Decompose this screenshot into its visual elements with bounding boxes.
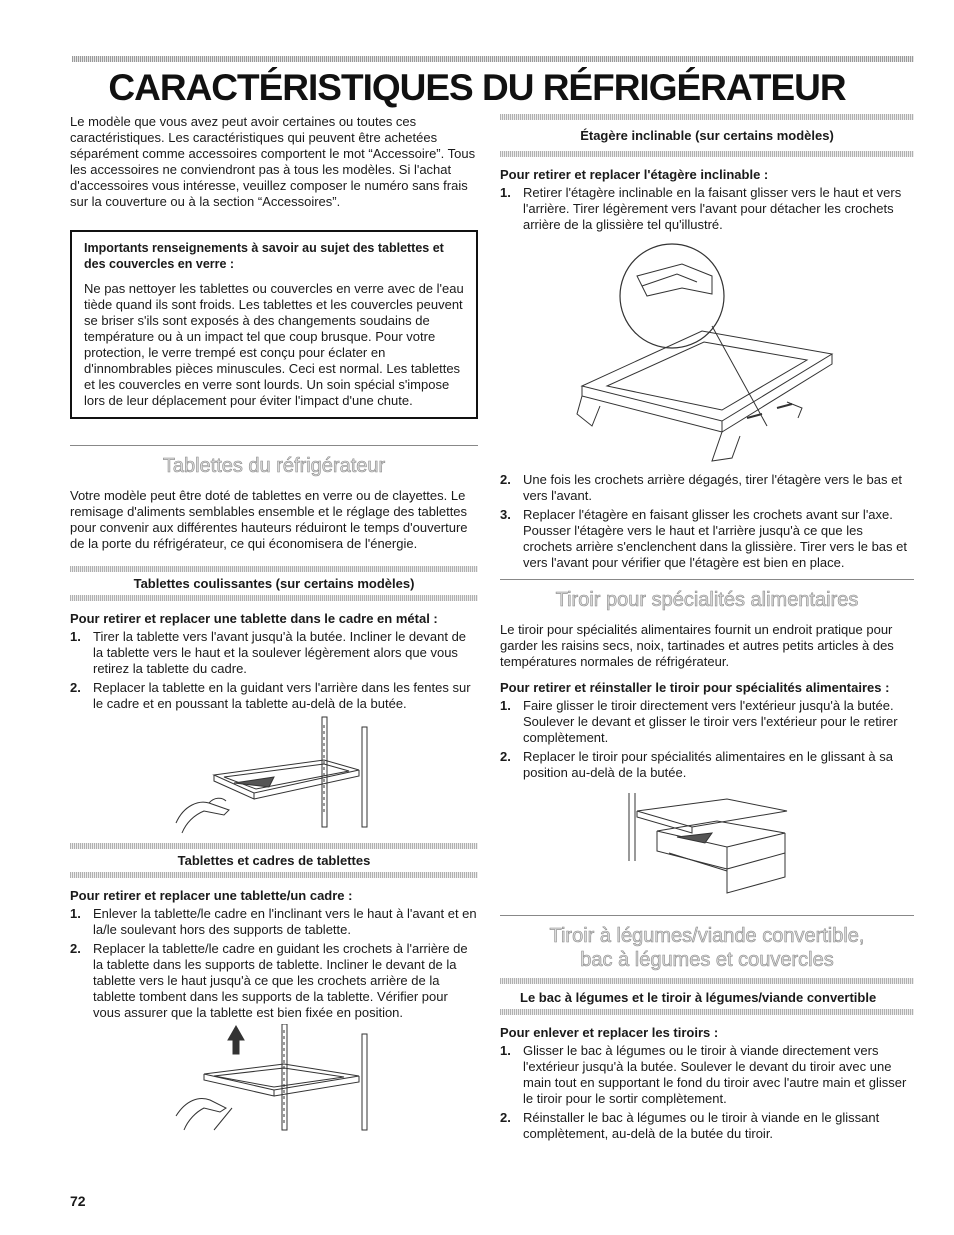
list-item: 2. Une fois les crochets arrière dégagés, tirer l'étagère vers le bas et vers l'avant. — [500, 472, 902, 503]
list-item: 2. Replacer le tiroir pour spécialités alimentaires en le glissant à sa position au-delà de la butée. — [500, 749, 893, 780]
section-title-crisper — [500, 924, 914, 972]
page-number: 72 — [70, 1193, 86, 1209]
subsection-hatch — [70, 566, 478, 572]
warning-body: Ne pas nettoyer les tablettes ou couvercles en verre avec de l'eau tiède quand ils sont froids. Les tablettes et les couvercles peuvent se briser s'ils sont exposés à des changements soudains de température ou à un impact tel que coup brusque. Pour votre protection, le verre trempé est conçu pour éclater en d'innombrables pièces minuscules. Ceci est normal. Les tablettes et les couvercles en verre sont lourds. Un soin spécial s'impose lors de leur déplacement pour éviter l'impact d'une chute. — [84, 281, 464, 408]
procedure-title-tilt: Pour retirer et replacer l'étagère inclinable : — [500, 167, 769, 182]
subsection-title-crisper: Le bac à légumes et le tiroir à légumes/viande convertible — [520, 990, 877, 1005]
section-divider — [500, 915, 914, 916]
step-number: 1. — [70, 906, 81, 921]
subsection-hatch — [500, 978, 914, 984]
shelf-frame-illustration — [174, 1024, 374, 1132]
list-item: 1. Tirer la tablette vers l'avant jusqu'à la butée. Incliner le devant de la tablette vers le haut et la soulever légèrement alors que vous retirez la tablette du cadre. — [70, 629, 467, 676]
list-item: 2. Replacer la tablette/le cadre en guidant les crochets à l'arrière de la tablette dans les supports de tablette. Incliner le devant de la tablette vers le haut jusqu'à ce que les crochets arrière de la tablette tombent dans les supports de la tablette. Vérifier pour vous assurer que la tablette est bien fixée en position. — [70, 941, 468, 1020]
page-title: CARACTÉRISTIQUES DU RÉFRIGÉRATEUR — [108, 67, 846, 108]
list-item: 2. Replacer la tablette en la guidant vers l'arrière dans les fentes sur le cadre et en poussant la tablette au-delà de la butée. — [70, 680, 471, 711]
procedure-title-crisper: Pour enlever et replacer les tiroirs : — [500, 1025, 719, 1040]
step-number: 2. — [500, 1110, 511, 1125]
section-title-crisper-line2: bac à légumes et couvercles — [580, 949, 834, 971]
header-hatch-bar — [72, 56, 914, 62]
subsection-hatch — [500, 151, 914, 157]
list-item: 3. Replacer l'étagère en faisant glisser les crochets avant sur l'axe. Pousser l'étagère vers le haut et l'arrière jusqu'à ce que les crochets arrière s'enclenchent dans la glissière. Tirer vers le bas et vers l'avant pour vérifier que l'étagère est bien en place. — [500, 507, 907, 570]
section-title-crisper-line1: Tiroir à légumes/viande convertible, — [549, 925, 865, 947]
steps-frames — [70, 906, 478, 1021]
step-number: 1. — [500, 698, 511, 713]
list-item: 1. Retirer l'étagère inclinable en la faisant glisser vers le haut et vers l'arrière. Tirer légèrement vers l'avant pour détacher les crochets arrière de la glissière tel qu'illustré. — [500, 185, 902, 232]
subsection-title-frames: Tablettes et cadres de tablettes — [177, 853, 371, 868]
step-number: 1. — [500, 1043, 511, 1058]
subsection-hatch — [70, 843, 478, 849]
steps-tilt-2 — [500, 472, 914, 571]
subsection-title-sliding: Tablettes coulissantes (sur certains modèles) — [133, 576, 415, 591]
glass-warning-box — [70, 230, 478, 419]
left-column — [70, 114, 478, 1132]
procedure-title-sliding: Pour retirer et replacer une tablette dans le cadre en métal : — [70, 611, 438, 626]
shelves-body: Votre modèle peut être doté de tablettes en verre ou de clayettes. Le remisage d'aliments semblables ensemble et le réglage des tablettes pour convenir aux différentes hauteurs réduiront le temps d'ouverture de la porte du réfrigérateur, ce qui économisera de l'énergie. — [70, 488, 468, 551]
subsection-hatch — [70, 872, 478, 878]
section-title-specialty: Tiroir pour spécialités alimentaires — [555, 589, 859, 611]
steps-crisper — [500, 1043, 914, 1142]
right-column — [500, 114, 914, 1145]
specialty-body: Le tiroir pour spécialités alimentaires fournit un endroit pratique pour garder les raisins secs, noix, tartinades et autres petits articles à des températures normales de réfrigérateur. — [500, 622, 894, 669]
list-item: 1. Glisser le bac à légumes ou le tiroir à viande directement vers l'extérieur jusqu'à la butée. Soulever le devant du tiroir avec une main tout en supportant le fond du tiroir avec l'autre main et glisser le tiroir pour le sortir complètement. — [500, 1043, 907, 1106]
subsection-hatch — [500, 114, 914, 120]
list-item: 1. Faire glisser le tiroir directement vers l'extérieur jusqu'à la butée. Soulever le devant et glisser le tiroir vers l'extérieur pour le retirer complètement. — [500, 698, 898, 745]
subsection-title-tilt: Étagère inclinable (sur certains modèles) — [580, 128, 834, 143]
procedure-title-specialty: Pour retirer et réinstaller le tiroir pour spécialités alimentaires : — [500, 680, 890, 695]
section-divider — [70, 445, 478, 446]
tilt-shelf-illustration — [562, 236, 852, 468]
step-number: 2. — [500, 472, 511, 487]
steps-specialty — [500, 698, 914, 781]
list-item: 1. Enlever la tablette/le cadre en l'inclinant vers le haut à l'avant et en la/le soulevant hors des supports de tablette. — [70, 906, 477, 937]
step-number: 2. — [70, 680, 81, 695]
section-divider — [500, 579, 914, 580]
step-number: 1. — [70, 629, 81, 644]
subsection-hatch — [70, 595, 478, 601]
list-item: 2. Réinstaller le bac à légumes ou le tiroir à viande en le glissant complètement, au-delà de la butée du tiroir. — [500, 1110, 880, 1141]
intro-paragraph: Le modèle que vous avez peut avoir certaines ou toutes ces caractéristiques. Les caractéristiques qui peuvent être achetées séparément comme accessoires comportent le mot “Accessoire”. Tous les accessoires ne conviendront pas à tous les modèles. Si l'achat d'accessoires vous intéresse, veuillez composer le numéro sans frais sur la couverture ou à la section “Accessoires”. — [70, 114, 476, 209]
subsection-hatch — [500, 1009, 914, 1015]
procedure-title-frames: Pour retirer et replacer une tablette/un cadre : — [70, 888, 353, 903]
step-number: 2. — [500, 749, 511, 764]
step-number: 2. — [70, 941, 81, 956]
specialty-drawer-illustration — [617, 791, 797, 895]
steps-tilt-1 — [500, 185, 914, 233]
step-number: 3. — [500, 507, 511, 522]
steps-sliding — [70, 629, 478, 712]
sliding-shelf-illustration — [174, 715, 374, 835]
step-number: 1. — [500, 185, 511, 200]
warning-title: Importants renseignements à savoir au sujet des tablettes et des couvercles en verre : — [84, 241, 444, 271]
section-title-shelves: Tablettes du réfrigérateur — [162, 455, 386, 477]
